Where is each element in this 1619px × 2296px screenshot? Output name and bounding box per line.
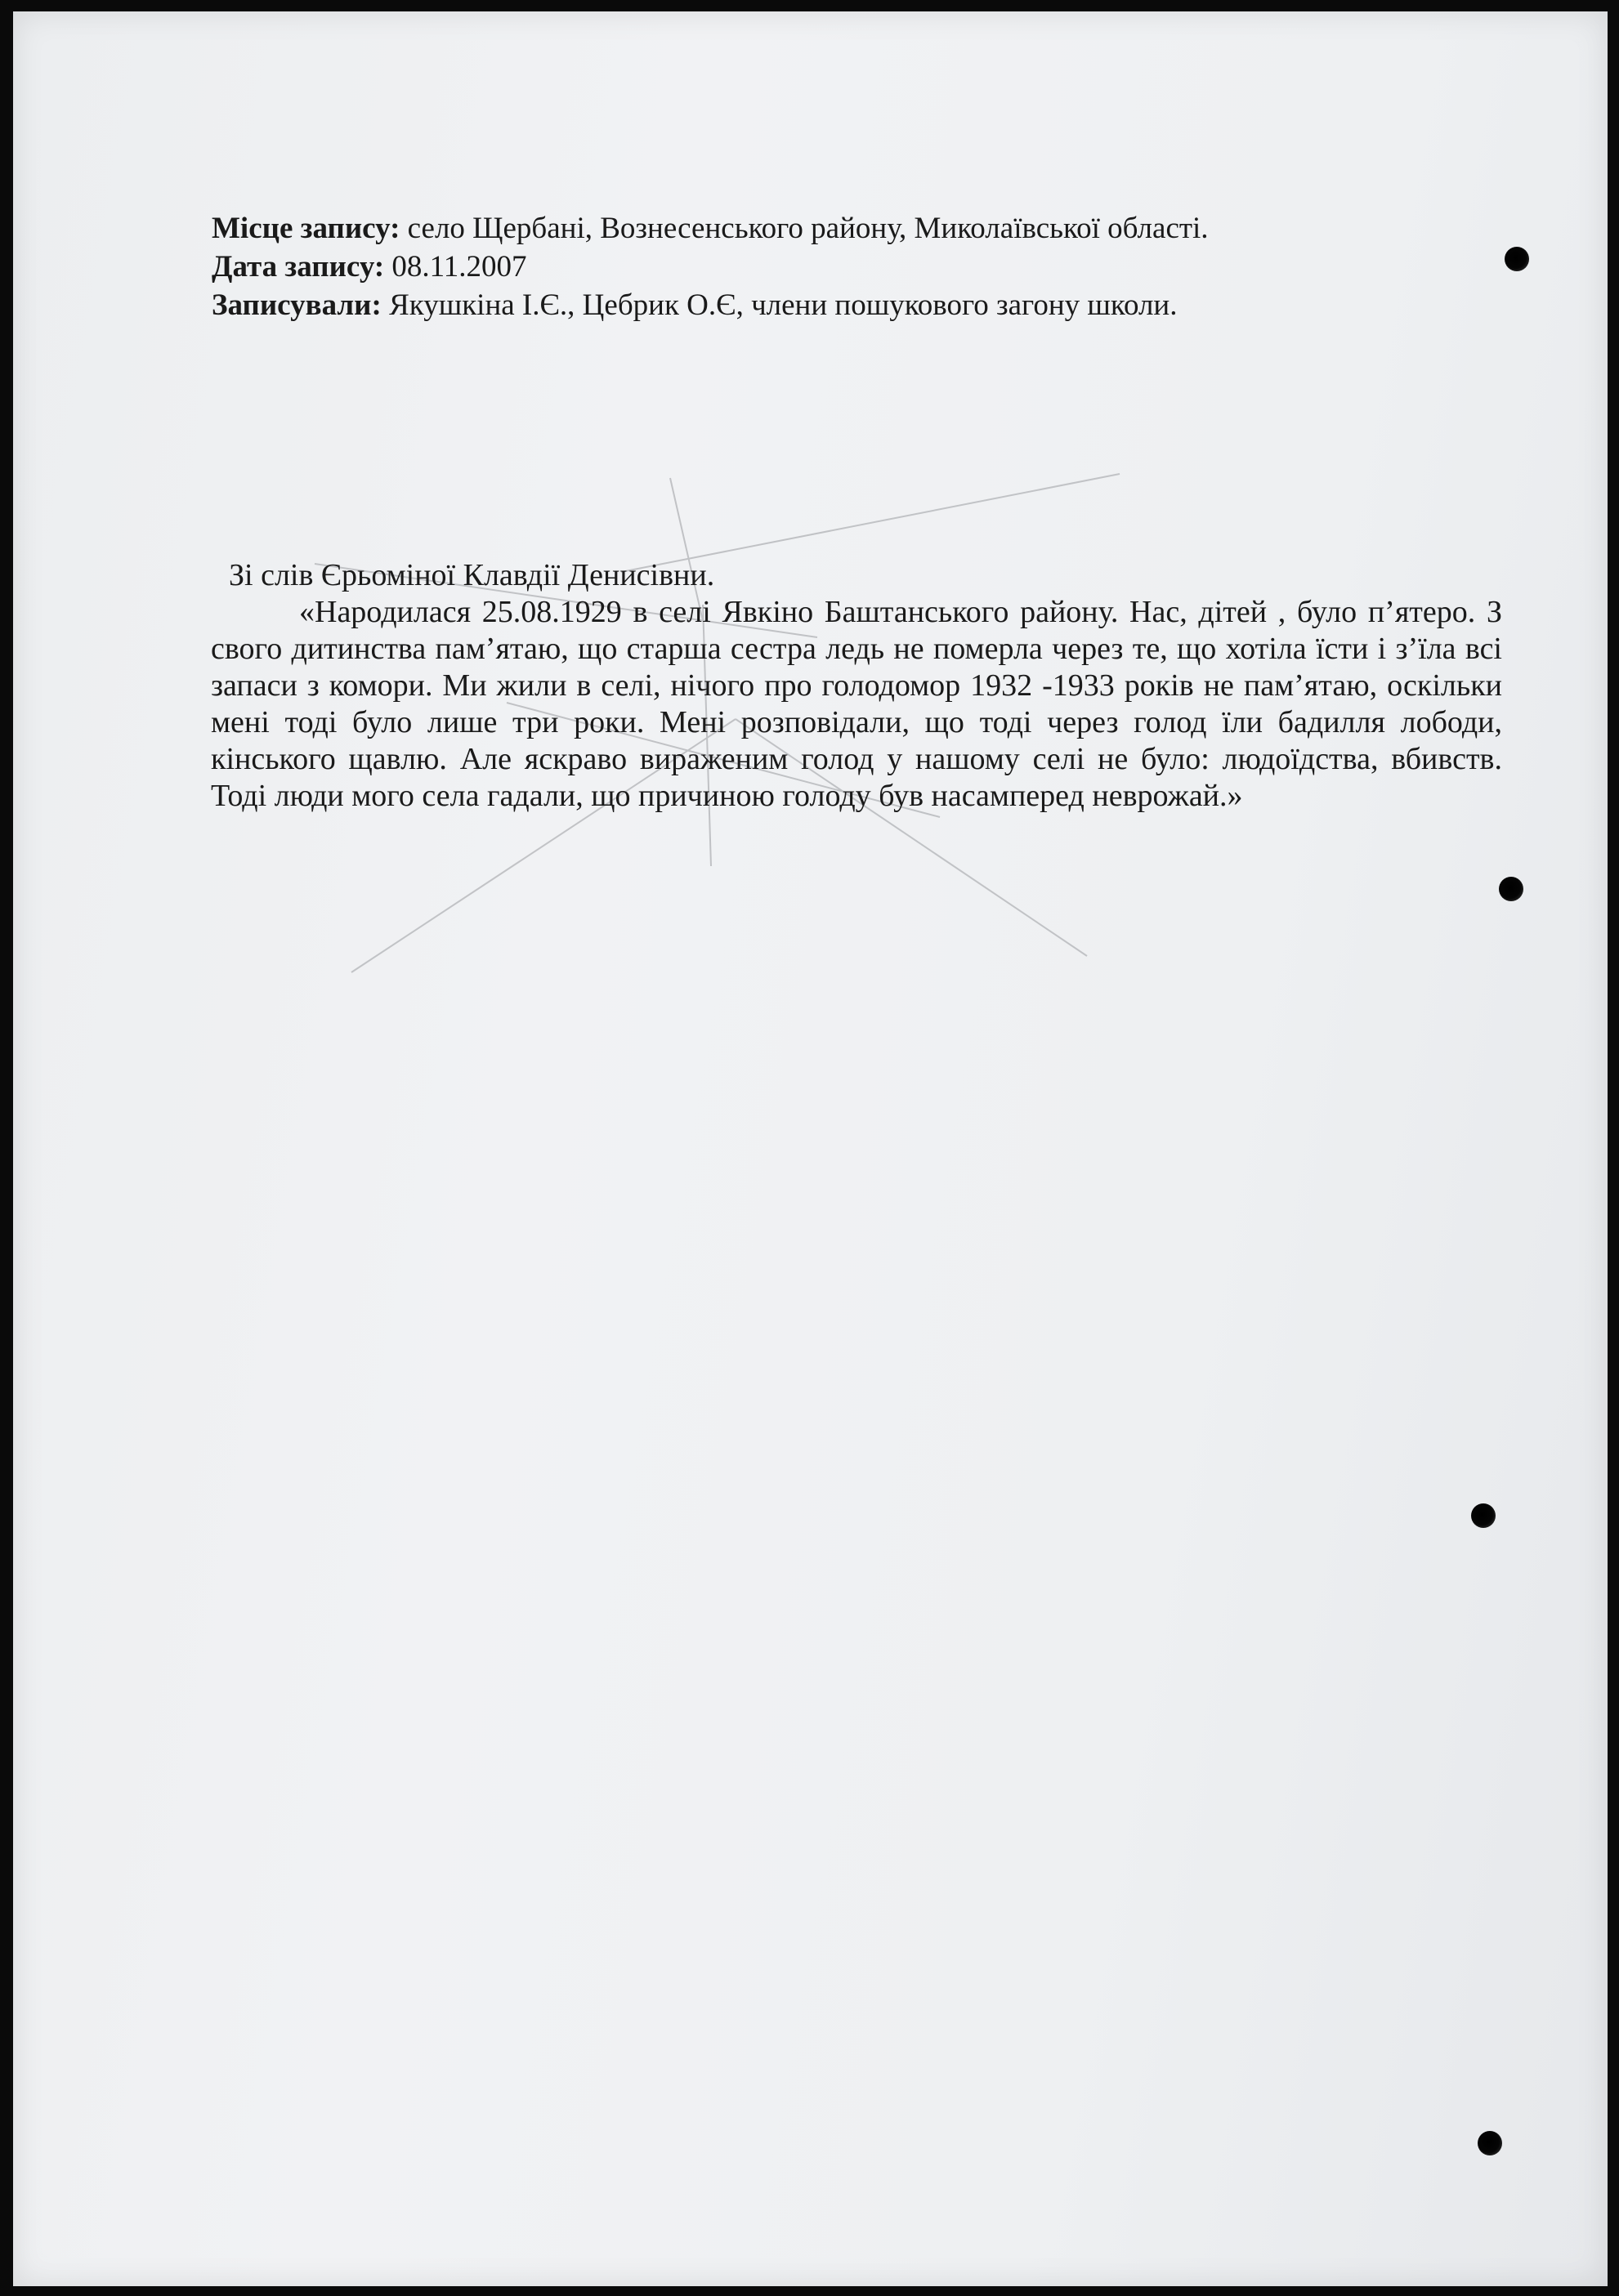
record-place (212, 209, 1209, 248)
record-place-value: село Щербані, Вознесенського району, Миколаївської області. (400, 212, 1209, 245)
testimony-source: Зі слів Єрьоміної Клавдії Денисівни. (229, 558, 715, 592)
record-place-label: Місце запису: (212, 212, 400, 245)
punch-hole-top (1505, 247, 1529, 271)
record-date (212, 248, 527, 286)
record-recorders (212, 286, 1177, 324)
record-date-label: Дата запису: (212, 250, 385, 284)
record-recorders-value: Якушкіна І.Є., Цебрик О.Є, члени пошукового загону школи. (381, 288, 1178, 322)
punch-hole-upper-middle (1499, 877, 1523, 901)
punch-hole-bottom (1478, 2131, 1502, 2155)
record-recorders-label: Записували: (212, 288, 382, 322)
document-page (13, 11, 1608, 2286)
punch-hole-lower-middle (1471, 1503, 1496, 1528)
testimony-text: «Народилася 25.08.1929 в селі Явкіно Баштанського району. Нас, дітей , було п’ятеро. З свого дитинства пам’ятаю, що старша сестра ледь не померла через те, що хотіла їсти і з’їла всі запаси з комори. Ми жили в селі, нічого про голодомор 1932 -1933 років не пам’ятаю, оскільки мені тоді було лише три роки. Мені розповідали, що тоді через голод їли бадилля лободи, кінського щавлю. Але яскраво вираженим голод у нашому селі не було: людоїдства, вбивств. Тоді люди мого села гадали, що причиною голоду був насамперед неврожай.» (211, 595, 1502, 813)
record-date-value: 08.11.2007 (384, 250, 527, 284)
